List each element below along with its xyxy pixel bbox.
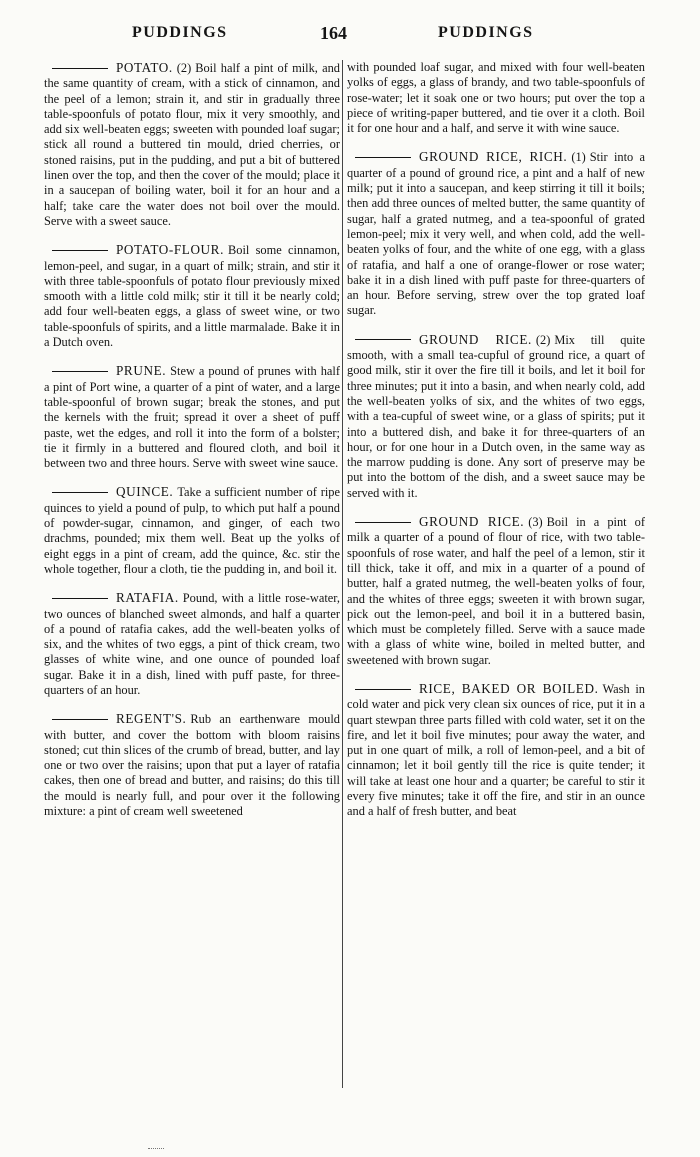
heading-dash xyxy=(52,250,108,251)
recipe-title: RICE, BAKED OR BOILED. xyxy=(419,680,599,696)
recipe-title: GROUND RICE. xyxy=(419,514,525,530)
recipe-number: (3) xyxy=(528,515,543,530)
recipe-text: Boil half a pint of milk, and the same quantity of cream, with a stick of cinnamon, and the peel of a lemon; strain it, and stir in gradually three table-spoonfuls of potato flour, mix it very smoothly, and add six well-beaten eggs; sweeten with pounded loaf sugar; stick all round a buttered tin mould, dried cherries, or stoned raisins, put in the pudding, and put a bit of buttered linen over the top, and then the cover of the mould; place it in a saucepan of boiling water, boil it for an hour and a half; take care the water does not boil over the mould. Serve with a sweet sauce. xyxy=(44,61,340,228)
page-smudge xyxy=(148,1148,164,1151)
recipe-entry xyxy=(44,484,340,577)
recipe-entry xyxy=(44,590,340,698)
recipe-text: Take a sufficient number of ripe quinces to yield a pound of pulp, to which put half a pound of powder-sugar, cinnamon, and ginger, of each two drachms, pounded; mix them well. Beat up the yolks of eight eggs in a pint of cream, add the quince, &c. stir the whole together, flour a cloth, tie the pudding in, and boil it. xyxy=(44,485,340,576)
recipe-title: RATAFIA. xyxy=(116,590,179,606)
left-column xyxy=(44,60,340,819)
running-head-right: PUDDINGS xyxy=(438,24,534,41)
recipe-entry xyxy=(347,514,645,668)
recipe-title: POTATO-FLOUR. xyxy=(116,242,224,258)
recipe-number: (2) xyxy=(176,61,192,75)
recipe-entry xyxy=(44,363,340,471)
recipe-entry xyxy=(347,149,645,318)
heading-dash xyxy=(52,68,108,69)
recipe-text: Stew a pound of prunes with half a pint of Port wine, a quarter of a pint of water, and a large table-spoonful of brown sugar; break the stones, and put the kernels with the fruit; spread it over a sheet of puff paste, wet the edges, and roll it into the form of a bolster; tie it firmly in a buttered and floured cloth, and boil it between two and three hours. Serve with sweet wine sauce. xyxy=(44,364,340,471)
heading-dash xyxy=(52,598,108,599)
recipe-entry xyxy=(347,681,645,820)
running-head xyxy=(0,24,700,46)
heading-dash xyxy=(355,339,411,340)
recipe-entry xyxy=(44,711,340,819)
heading-dash xyxy=(52,719,108,720)
recipe-entry xyxy=(347,332,645,501)
recipe-title: GROUND RICE. xyxy=(419,331,532,347)
recipe-text: Boil some cinnamon, lemon-peel, and sugar, in a quart of milk; strain, and stir it with three table-spoonfuls of potato flour previously mixed smooth with a little cold milk; stir it till it be nearly cold; add four well-beaten eggs, a glass of sweet wine, or two table-spoonfuls of spirits, and a little marmalade. Bake it in a Dutch oven. xyxy=(44,243,340,350)
heading-dash xyxy=(52,492,108,493)
recipe-text: Mix till quite smooth, with a small tea-cupful of ground rice, a quart of good milk, stir it over the fire till it boils, and let it boil for three minutes; put it into a basin, and when nearly cold, add the well-beaten yolks of six, and the whites of two eggs, with a tea-cupful of sweet wine, or a glass of spirits; put it into a buttered dish, and bake it for three-quarters of an hour, or for one hour in a Dutch oven, in the same way as the marrow pudding is done. Any sort of preserve may be put into the bottom of the dish, and a sweet sauce may be served with it. xyxy=(347,332,645,500)
recipe-title: POTATO. xyxy=(116,60,173,75)
recipe-title: GROUND RICE, RICH. xyxy=(419,149,568,165)
heading-dash xyxy=(355,157,411,158)
recipe-title: QUINCE. xyxy=(116,484,174,500)
right-column xyxy=(347,60,645,820)
recipe-title: PRUNE. xyxy=(116,363,167,379)
recipe-title: REGENT'S. xyxy=(116,711,187,727)
recipe-text: Pound, with a little rose-water, two ounces of blanched sweet almonds, and half a quarter of a pound of ratafia cakes, add the well-beaten yolks of six, and the whites of two eggs, a pint of thick cream, two glasses of white wine, and one ounce of pounded loaf sugar. Bake it in a dish, lined with puff paste, for three-quarters of an hour. xyxy=(44,591,340,697)
recipe-entry xyxy=(44,60,340,229)
recipe-entry xyxy=(44,242,340,350)
recipe-text: Boil in a pint of milk a quarter of a pound of flour of rice, with two table-spoonfuls of rose water, and half the peel of a lemon, stir it till thick, take it off, and mix in a quarter of a pound of butter, half a grated nutmeg, the well-beaten yolks of four, and the whites of three eggs; sweeten it with brown sugar, pick out the lemon-peel, and boil it in a buttered basin, which must be completely filled. Serve with a sauce made with a glass of white wine, boiled in melted butter, and sweetened with brown sugar. xyxy=(347,515,645,667)
recipe-continuation: with pounded loaf sugar, and mixed with four well-beaten yolks of eggs, a glass of brandy, and two table-spoonfuls of rose-water; let it soak one or two hours; put over the top a piece of writing-paper buttered, and tie over it a cloth. Boil it for one hour and a half, and serve it with wine sauce. xyxy=(347,60,645,136)
heading-dash xyxy=(355,689,411,690)
recipe-text: Rub an earthenware mould with butter, and cover the bottom with bloom raisins stoned; cut thin slices of the crumb of bread, butter, and lay one or two over the raisins; upon that put a layer of ratafia cakes, then one of bread and butter, and raisins; do this till the mould is nearly full, and pour over it the following mixture: a pint of cream well sweetened xyxy=(44,712,340,819)
heading-dash xyxy=(52,371,108,372)
recipe-number: (2) xyxy=(535,332,551,347)
recipe-text: Stir into a quarter of a pound of ground rice, a pint and a half of new milk; put it into a saucepan, and keep stirring it till it boils; then add three ounces of melted butter, the same quantity of sugar, half a grated nutmeg, and a tea-spoonful of grated lemon-peel; mix it very well, and when cold, add the well-beaten yolks of four, and the white of one egg, with a glass of ratafia, and half a one of orange-flower or rose water; bake it in a dish lined with puff paste for three-quarters of an hour. Before serving, strew over the top grated loaf sugar. xyxy=(347,150,645,318)
page-number: 164 xyxy=(320,23,347,43)
running-head-left: PUDDINGS xyxy=(132,24,228,41)
recipe-text: Wash in cold water and pick very clean six ounces of rice, put it in a quart stewpan three parts filled with cold water, set it on the fire, and let it boil five minutes; pour away the water, and put in one quart of milk, a roll of lemon-peel, and a bit of cinnamon; let it boil gently till the rice is quite tender; it will take at least one hour and a quarter; be careful to stir it every five minutes; take it off the fire, and stir in an ounce and a half of fresh butter, and beat xyxy=(347,681,645,819)
column-divider xyxy=(342,60,343,1088)
recipe-number: (1) xyxy=(571,150,586,165)
heading-dash xyxy=(355,522,411,523)
